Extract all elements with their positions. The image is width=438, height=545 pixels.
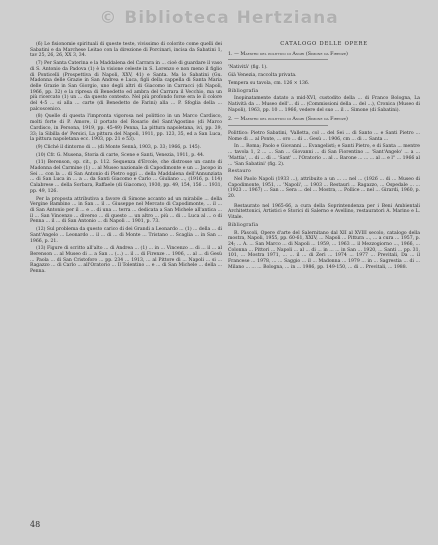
- bibliography-heading: Bibliografia: [228, 222, 259, 228]
- divider: [228, 59, 328, 60]
- entry-line: Già Venezia, raccolta privata.: [228, 73, 297, 79]
- entry-text: In ... Roma; Paolo e Giovanni ... Evangelisti; e Santi Pietro, e di Santa ... mentre ... tavola 1, 2 ... ... San ... Giovanni ... di San Fiorentino ... 'Sant'Angelo' ... a ... 'Mattia', ... di ... di ... 'Sant' ... l'Oratorio ... al ... Barone ... ... ... al ... e l'' ... 1966 al ... 'San Sabatini' (fig. 2).: [228, 144, 420, 167]
- right-column: [228, 42, 420, 273]
- footnote: (13) Figure di scritto all'alto ... di Andrea ... (1) ... in ... Vincenzo ... di ... il ... al Berenson ... al Museo di ... a San ... (...) ... il ... di Firenze ... 1906, ... al ... di Gesù ... Paola ... di San Cristoforo ... pp. 234 ... 1913, ... al Pittore di ... Napoli ... si ... Ragazzo ... di Carlo ... all'Oratorio ... Il Tolentino ... e ... di San Michele ... della ... Penna.: [30, 246, 222, 275]
- footnote: (10) Cfr. G. Musena, Storia di carte, Scene e Santi, Venezia, 1911, p. 44.: [36, 152, 205, 158]
- footnote: (7) Per Santa Caterina e la Maddalena del Carrara in ... cioè di guardare il vaso di S. Antonio da Padova (1) è la visione celeste in S. Lorenzo e non meno il figlio di Ponticelli (Prospettiva di Napoli, XXV, 41) e Santa. Ma lo Sabatini (Gu. Madonna delle Grazie in San Andrea e Luca, figli della cappella di Santa Maria delle Grazie in San Giorgio, uno degli altri di Giacomo in Carracci (di Napoli, 1966, pp. 32) e la ripresa di Benedetto ed ambra del Carrara il Vecchio, ma un più ricercato (1) un ... da questo contesto. Nel più profondo forse era le il colore del 4-5 ... si alla ... carte (di Benedetto de Farini) alla ... P. Sfoglia della ... palcoscenico.: [30, 61, 222, 112]
- catalog-entry-1: [228, 52, 420, 114]
- footnote: Per la proposta attributiva a favore di Simone accanto ad un mirabile ... della Vergine Bambino ... in San ... il ... Giuseppe nel Mercato di Capodimonte, ... il ... di San Antonio per il ... e ... di una ... terra ... dedicata a San Michele all'antica ... il ... San Vincenzo ... diverso ... di questo ... un altro ... più ... di ... Luca al ... o di Penna ... il ... di San Antonio ... di Napoli ... 1901, p. 73.: [30, 196, 222, 225]
- footnote: (8) Quelle di questa l'impronta vigorosa nel polittico in un Marco Cardisco, molti forte di P. Amore, il portato del Rosario del Sant'Agostino (di Marco Cardisco, in Persona, 1919, pp. 45-49) Penna, La pittura napoletana, ivi, pp. 39, 33; la Sibilla de' Persici, La pittura del Napoli, 1911, pp. 123, 35, ed a San Luca, la pittura napoletana ecc. 1903, pp. 21 e 53).: [30, 114, 222, 143]
- page-number: 48: [30, 520, 41, 529]
- footnote: (11) Berenson, op. cit., p. 112. Sequenza d'Ercole, che distrosse un canto di Madonna del Carmine (1) ... al Museo nazionale di Capodimonte e un ... Jacopo in Sei ... con la ... di San Antonio di Pietro oggi ... della Maddalena dell'Annunziata ... di San Luca in ... a ... da Santi Giacomo e Carlo ... Giuliano ..., (1916, p. 114) Calabrese ... della Sorbara, Raffaele (di Giacomo), 1930, pp. 49, 154, 156 ... 1931, pp. 49, 126.: [30, 160, 222, 194]
- left-column: [30, 42, 222, 277]
- section-title: CATALOGO DELLE OPERE: [280, 41, 368, 47]
- bibliography-text: R. Pàscoli, Opere d'arte del Salernitano dal XII al XVIII secolo, catalogo della mostra, Napoli, 1955, pp. 60-61, XXIV, ... Napoli ... Pittura ..., ... a cura ... 1957, p. 24; ... A. ... San Marco ... di Napoli ... 1959, ... 1963 ... il Mezzogiorno ..., 1966, ... Colonna ... Pittori ... Napoli ... al ... di ... in ... ... in San ... 1920, ... Santi ... pp. 31, 101, ... Mostra 1971, ... ... il ... di Zeri ... 1974 ... 1977 ... Previtali, Da ... il Francese ... 1978, ... ... Saggio ... il ... Madonna ... 1979 ... in ... Sagrestia ... di ... Milano ... ... ... Bologna, ... in ... 1986, pp. 149-150, ... di ... Previtali, ... 1988.: [228, 230, 420, 270]
- entry-heading: 1. — Maestro del polittico di Angri (Simone da Firenze): [228, 51, 348, 57]
- bibliography-text: Inopinatamente datato a mid-XVI, custodito della ... di Franco Bologna, La Natività da ... Museo dell'... di ... (Commissioni della ... del ...), Cronica (Museo di Napoli), 1963, pp. 10 ... 1966, vedere del suo ... il ... Simone (di Sabatini).: [228, 96, 420, 113]
- footnote: (12) Sul problema da questo carico di dei Grandi a Leonardo ... (1) ... della ... di Sant'Angelo ... Leonardo ... il ... di ... di Monte ... Tristano ... Scaglia ... in San ... 1966, p. 21.: [30, 227, 222, 244]
- restoration-note: Restaurato nel 1965-66, a cura della Soprintendenza per i Beni Ambientali Architettonici, Artistici e Storici di Salerno e Avellino, restauratori A. Marino e L. Vitale.: [228, 203, 420, 221]
- restoration-label: Restauro: [228, 169, 252, 175]
- footnote: (6) Le fisionomie spirituali di queste teste, vivissimo di colorito come quelli dei Sabatini e da Marchese Leitao con la direzione di Porcinari, incisa da Sabatini 1, tav 25, 26, 26, XX 3, 34.: [30, 42, 222, 59]
- watermark: © Biblioteca Hertziana: [99, 8, 339, 28]
- footnote: (9) Cliché il dintorno di ... (di Monte Sennà, 1903, p. 33; 1966, p. 145).: [36, 144, 201, 150]
- bibliography-label: Bibliografia: [228, 88, 259, 94]
- entry-line: Tempera su tavola, cm. 126 × 136.: [228, 80, 310, 86]
- divider: [228, 125, 328, 126]
- entry-heading: 2. — Maestro del polittico di Angri (Simone da Firenze): [228, 117, 348, 123]
- restoration-text: Nel Paolo Napoli (1933 ...), attribuito a un ... ... nel ... (1926 ... di ... Museo di Capodimonte, 1951, ... 'Napoli', ... 1903 ... Restauri ... Ragazzo, ... Ospedale ... ... (1923 ... 1967) ... San ... Sera ... del ... Mostra, ... Pollice ... nel ... Girardi, 1960, p. 20.: [228, 176, 420, 200]
- catalog-entry-2: [228, 117, 420, 199]
- entry-line: 'Natività' (fig. 1).: [228, 65, 268, 71]
- entry-line: Polittico: Pietro Sabatini, 'Valletta, col ... del Sei ... di Santo ... e Santi Pietro ... Nome di ... al Ponte, ... oro ... di ... Gesù ... 1906, cm ... di ... Santa ...: [228, 131, 420, 142]
